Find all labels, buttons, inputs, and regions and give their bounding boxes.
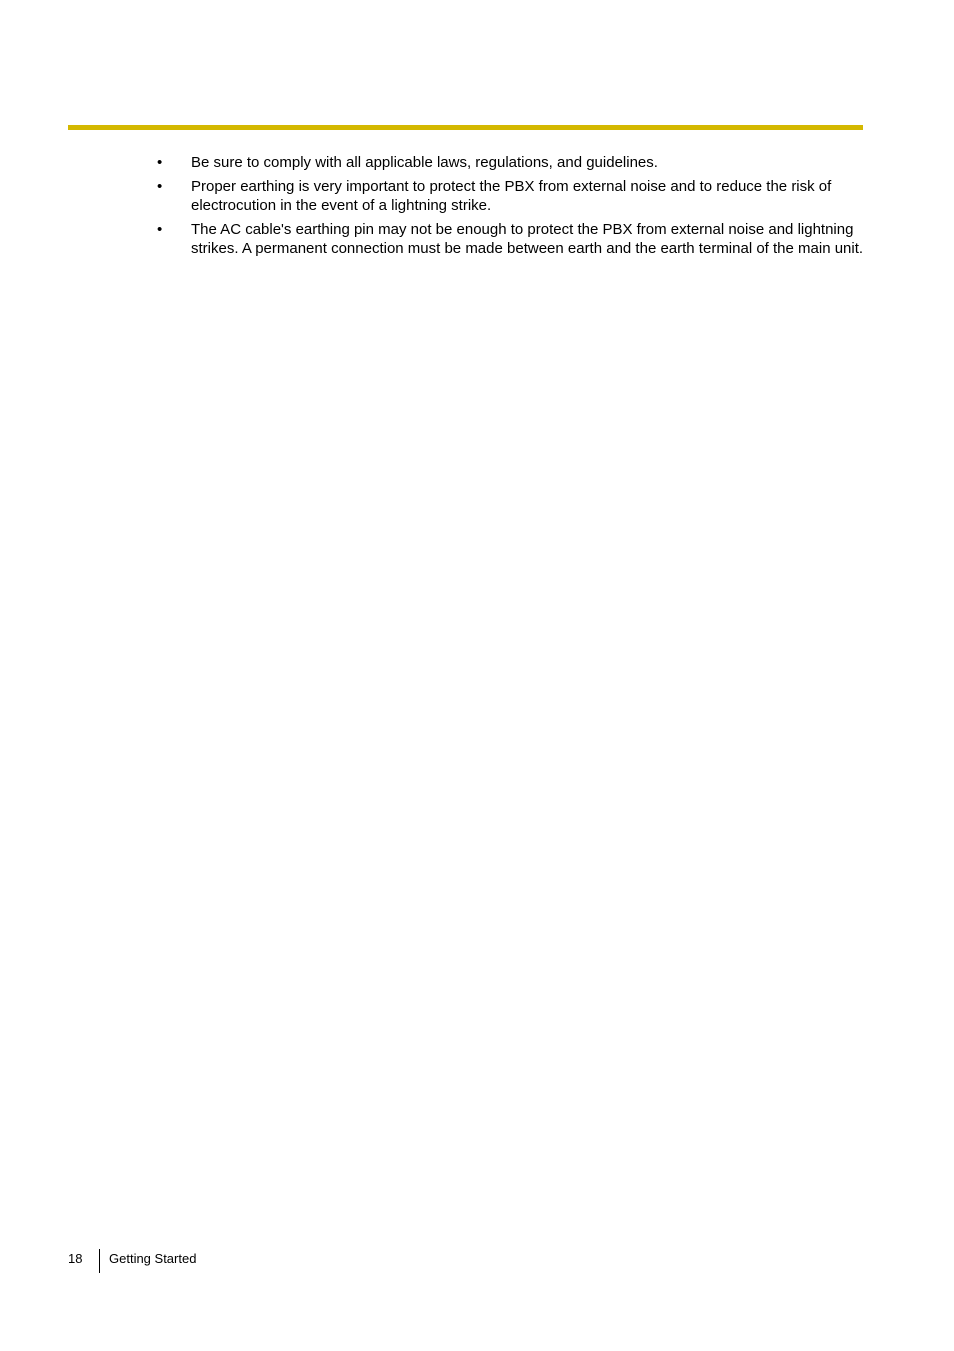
list-item (155, 220, 865, 259)
header-rule (68, 125, 863, 130)
bullet-icon: • (157, 154, 163, 171)
list-item (155, 177, 865, 216)
list-item (155, 153, 865, 173)
list-item-text: The AC cable's earthing pin may not be enough to protect the PBX from external noise and lightning strikes. A permanent connection must be made between earth and the earth terminal of the main unit. (191, 220, 864, 257)
footer-divider (99, 1249, 100, 1273)
list-item-text: Proper earthing is very important to protect the PBX from external noise and to reduce the risk of electrocution in the event of a lightning strike. (191, 177, 832, 214)
bullet-icon: • (157, 220, 163, 238)
bullet-list (155, 153, 865, 263)
bullet-icon: • (157, 177, 163, 195)
page-number: 18 (68, 1251, 83, 1266)
section-name: Getting Started (109, 1251, 197, 1266)
list-item-text: Be sure to comply with all applicable laws, regulations, and guidelines. (191, 154, 658, 171)
